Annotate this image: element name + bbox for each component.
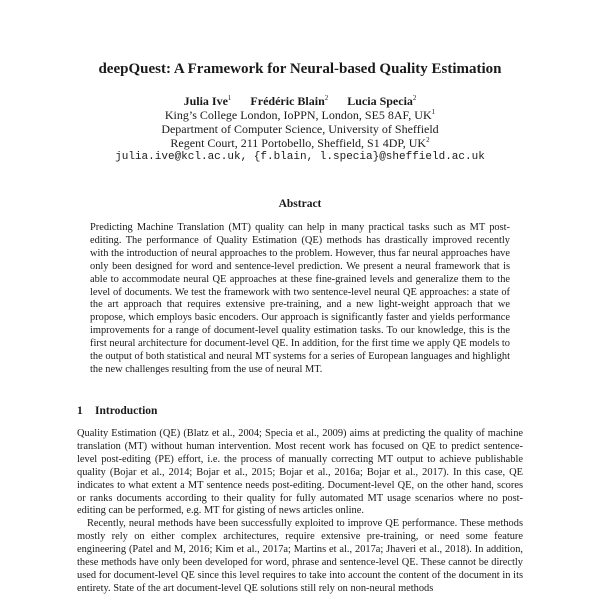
author: Frédéric Blain$^2$ xyxy=(250,94,329,108)
paragraph: Quality Estimation (QE) (Blatz et al., 2004; Specia et al., 2009) aims at predicting the quality of machine translation (MT) without human intervention. Most recent work has focused on QE to predict sentence-level post-editing (PE) effort, i.e. the process of manually correcting MT output to achieve publishable quality (Bojar et al., 2014; Bojar et al., 2015; Bojar et al., 2016a; Bojar et al., 2017). In this case, QE indicates to what extent a MT sentence needs post-editing. Document-level QE, on the other hand, scores or ranks documents according to their quality for fully automated MT usage scenarios where no post-editing can be performed, e.g. MT for gisting of news articles online. xyxy=(77,428,523,517)
author-block xyxy=(0,94,600,164)
author-names xyxy=(0,94,600,108)
section-body xyxy=(77,428,523,596)
author-emails: julia.ive@kcl.ac.uk, {f.blain, l.specia}@sheffield.ac.uk xyxy=(115,151,485,163)
author: Lucia Specia$^2$ xyxy=(347,94,417,108)
paper-title: deepQuest: A Framework for Neural-based Quality Estimation xyxy=(98,61,502,77)
author: Julia Ive$^1$ xyxy=(183,94,232,108)
affiliation: Regent Court, 211 Portobello, Sheffield, S1 4DP, $UK^2$ xyxy=(170,136,430,150)
abstract-heading: Abstract xyxy=(278,198,322,210)
affiliation: Department of Computer Science, University of Sheffield xyxy=(161,122,439,136)
paragraph: Recently, neural methods have been successfully exploited to improve QE performance. These methods mostly rely on either complex architectures, require extensive pre-training, or need some feature engineering (Patel and M, 2016; Kim et al., 2017a; Martins et al., 2017a; Jhaveri et al., 2018). In addition, these methods have only been developed for word, phrase and sentence-level QE. These cannot be directly used for document-level QE since this level requires to take into account the content of the document in its entirety. State of the art document-level QE solutions still rely on non-neural methods xyxy=(77,518,523,594)
abstract-text: Predicting Machine Translation (MT) quality can help in many practical tasks such as MT post-editing. The performance of Quality Estimation (QE) methods has drastically improved recently with the introduction of neural approaches to the problem. However, thus far neural approaches have only been designed for word and sentence-level prediction. We present a neural framework that is able to accommodate neural QE approaches at these fine-grained levels and generalize them to the level of documents. We test the framework with two sentence-level neural QE approaches: a state of the art approach that requires extensive pre-training, and a new light-weight approach that we propose, which employs basic encoders. Our approach is significantly faster and yields performance improvements for a range of document-level quality estimation tasks. To our knowledge, this is the first neural architecture for document-level QE. In addition, for the first time we apply QE models to the output of both statistical and neural MT systems for a series of European languages and highlight the new challenges resulting from the use of neural MT. xyxy=(90,222,510,375)
section-heading xyxy=(77,405,157,417)
section-number: 1 xyxy=(77,405,83,417)
section-title: Introduction xyxy=(95,405,158,417)
affiliation: King’s College London, IoPPN, London, SE5 8AF, $UK^1$ xyxy=(164,108,436,122)
